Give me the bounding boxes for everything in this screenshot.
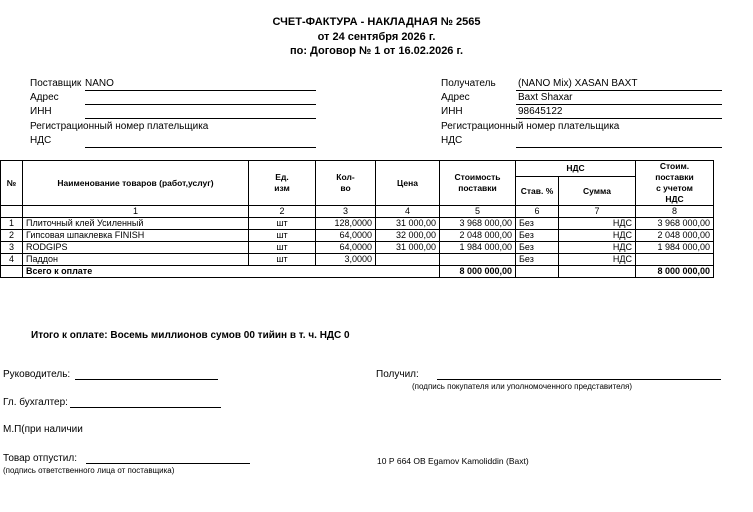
- received-note: (подпись покупателя или уполномоченного представителя): [412, 382, 633, 391]
- row-total: 3 968 000,00: [636, 218, 714, 230]
- total-in-words: Итого к оплате: Восемь миллионов сумов 00 тийин в т. ч. НДС 0: [31, 330, 350, 341]
- row-sum: НДС: [559, 230, 636, 242]
- header-cost-line2: поставки: [458, 183, 497, 193]
- header-name: Наименование товаров (работ,услуг): [23, 161, 249, 206]
- accountant-signature-line: [70, 407, 221, 408]
- document-title: СЧЕТ-ФАКТУРА - НАКЛАДНАЯ № 2565: [272, 16, 481, 28]
- column-number: 3: [316, 206, 376, 218]
- row-unit: шт: [249, 254, 316, 266]
- receiver-inn-label: ИНН: [441, 106, 463, 117]
- released-note: (подпись ответственного лица от поставщика): [3, 466, 175, 475]
- column-number: [1, 206, 23, 218]
- receiver-inn: 98645122: [518, 106, 563, 117]
- header-total: [636, 161, 714, 206]
- header-total-line2: поставки: [655, 172, 694, 182]
- header-qty-line2: во: [340, 183, 351, 193]
- supplier-nds-label: НДС: [30, 135, 52, 146]
- receiver-address-line: [516, 104, 722, 105]
- table-row: [1, 218, 714, 230]
- table-row: [1, 254, 714, 266]
- row-sum: НДС: [559, 242, 636, 254]
- supplier-address-line: [85, 104, 316, 105]
- receiver-label: Получатель: [441, 78, 496, 89]
- receiver-nds-line: [516, 147, 722, 148]
- total-row: [1, 266, 714, 278]
- header-total-line1: Стоим.: [659, 161, 690, 171]
- supplier-label: Поставщик: [30, 78, 82, 89]
- row-num: 2: [1, 230, 23, 242]
- receiver-name: (NANO Mix) XASAN BAXT: [518, 78, 638, 89]
- row-qty: 128,0000: [316, 218, 376, 230]
- director-label: Руководитель:: [3, 369, 71, 380]
- receiver-reg-label: Регистрационный номер плательщика: [441, 121, 620, 132]
- row-price: [376, 254, 440, 266]
- row-price: 32 000,00: [376, 230, 440, 242]
- supplier-reg-label: Регистрационный номер плательщика: [30, 121, 209, 132]
- director-signature-line: [75, 379, 218, 380]
- receiver-name-line: [516, 90, 722, 91]
- row-rate: Без: [516, 242, 559, 254]
- column-number: 8: [636, 206, 714, 218]
- header-cost-line1: Стоимость: [454, 172, 501, 182]
- row-name: RODGIPS: [23, 242, 249, 254]
- row-cost: 3 968 000,00: [440, 218, 516, 230]
- supplier-name-line: [85, 90, 316, 91]
- received-label: Получил:: [376, 369, 419, 380]
- total-sum-empty: [559, 266, 636, 278]
- invoice-table: [0, 160, 714, 278]
- total-with-nds: 8 000 000,00: [636, 266, 714, 278]
- total-row-empty: [1, 266, 23, 278]
- document-date: от 24 сентября 2026 г.: [317, 31, 436, 43]
- row-num: 3: [1, 242, 23, 254]
- total-label: Всего к оплате: [23, 266, 440, 278]
- row-unit: шт: [249, 230, 316, 242]
- row-unit: шт: [249, 242, 316, 254]
- receiver-nds-label: НДС: [441, 135, 463, 146]
- supplier-inn-line: [85, 118, 316, 119]
- column-number: 5: [440, 206, 516, 218]
- header-total-line3: с учетом: [656, 183, 693, 193]
- column-number: 7: [559, 206, 636, 218]
- row-total: [636, 254, 714, 266]
- row-name: Гипсовая шпаклевка FINISH: [23, 230, 249, 242]
- row-num: 1: [1, 218, 23, 230]
- column-number: 1: [23, 206, 249, 218]
- column-number: 4: [376, 206, 440, 218]
- row-qty: 64,0000: [316, 242, 376, 254]
- header-price: Цена: [376, 161, 440, 206]
- column-number: 6: [516, 206, 559, 218]
- row-qty: 64,0000: [316, 230, 376, 242]
- stamp-label: М.П(при наличии: [3, 424, 83, 435]
- header-unit: [249, 161, 316, 206]
- header-total-line4: НДС: [665, 194, 684, 204]
- supplier-address-label: Адрес: [30, 92, 59, 103]
- receiver-address: Baxt Shaxar: [518, 92, 573, 103]
- receiver-address-label: Адрес: [441, 92, 470, 103]
- document-contract: по: Договор № 1 от 16.02.2026 г.: [289, 45, 464, 57]
- row-rate: Без: [516, 230, 559, 242]
- supplier-inn-label: ИНН: [30, 106, 52, 117]
- row-total: 1 984 000,00: [636, 242, 714, 254]
- header-cost: [440, 161, 516, 206]
- total-rate-empty: [516, 266, 559, 278]
- row-cost: [440, 254, 516, 266]
- row-num: 4: [1, 254, 23, 266]
- supplier-name: NANO: [85, 78, 114, 89]
- accountant-label: Гл. бухгалтер:: [3, 397, 68, 408]
- row-cost: 2 048 000,00: [440, 230, 516, 242]
- received-signature-line: [437, 379, 721, 380]
- table-row: [1, 230, 714, 242]
- row-name: Паддон: [23, 254, 249, 266]
- header-qty: [316, 161, 376, 206]
- document-reference: 10 Р 664 ОВ Egamov Kamoliddin (Baxt): [377, 456, 529, 466]
- header-unit-line1: Ед.: [275, 172, 289, 182]
- header-unit-line2: изм: [274, 183, 290, 193]
- header-sum: Сумма: [559, 177, 636, 206]
- row-price: 31 000,00: [376, 218, 440, 230]
- column-number-row: [1, 206, 714, 218]
- column-number: 2: [249, 206, 316, 218]
- supplier-nds-line: [85, 147, 316, 148]
- released-label: Товар отпустил:: [3, 453, 77, 464]
- row-cost: 1 984 000,00: [440, 242, 516, 254]
- row-price: 31 000,00: [376, 242, 440, 254]
- row-sum: НДС: [559, 254, 636, 266]
- table-row: [1, 242, 714, 254]
- released-signature-line: [86, 463, 250, 464]
- row-total: 2 048 000,00: [636, 230, 714, 242]
- total-cost: 8 000 000,00: [440, 266, 516, 278]
- row-sum: НДС: [559, 218, 636, 230]
- receiver-inn-line: [516, 118, 722, 119]
- header-nds: НДС: [516, 161, 636, 177]
- row-rate: Без: [516, 218, 559, 230]
- row-unit: шт: [249, 218, 316, 230]
- row-qty: 3,0000: [316, 254, 376, 266]
- row-rate: Без: [516, 254, 559, 266]
- header-num: №: [1, 161, 23, 206]
- header-qty-line1: Кол-: [336, 172, 355, 182]
- header-rate: Став. %: [516, 177, 559, 206]
- table-header-row: [1, 161, 714, 177]
- row-name: Плиточный клей Усиленный: [23, 218, 249, 230]
